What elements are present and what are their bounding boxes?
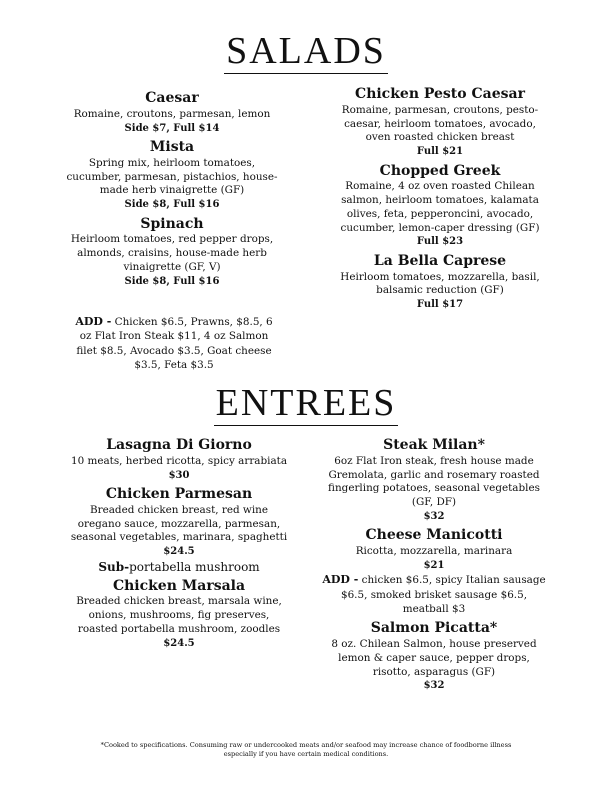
item-name: Caesar xyxy=(145,90,199,106)
item-price: Full $23 xyxy=(416,236,464,248)
addons-text: chicken $6.5, spicy Italian sausage $6.5, smoked brisket sausage $6.5, meatball $3 xyxy=(340,574,546,615)
item-description: Romaine, parmesan, croutons, pesto-caesar, heirloom tomatoes, avocado, oven roasted chicken breast xyxy=(341,103,539,144)
item-description: 8 oz. Chilean Salmon, house preserved lemon & caper sauce, pepper drops, risotto, asparagus (GF) xyxy=(331,638,537,678)
item-price: Full $21 xyxy=(416,146,464,157)
item-description: Heirloom tomatoes, mozzarella, basil, balsamic reduction (GF) xyxy=(340,270,540,297)
item-name: Chicken Pesto Caesar xyxy=(355,86,525,102)
menu-item xyxy=(64,90,280,135)
substitution-note xyxy=(68,560,290,574)
entrees-left-column xyxy=(68,437,290,654)
menu-item xyxy=(330,163,550,249)
item-description: Breaded chicken breast, red wine oregano sauce, mozzarella, parmesan, seasonal vegetables, marinara, spaghetti xyxy=(70,503,288,544)
menu-item xyxy=(318,620,550,693)
item-name: Steak Milan* xyxy=(383,437,485,453)
entrees-heading: ENTREES xyxy=(215,382,397,424)
salads-left-column xyxy=(64,90,280,292)
item-name: Mista xyxy=(149,139,195,156)
menu-item xyxy=(330,86,550,159)
disclaimer-line-2: especially if you have certain medical conditions. xyxy=(223,750,389,759)
item-name: Chicken Marsala xyxy=(112,577,246,594)
menu-item xyxy=(330,253,550,312)
item-description: Breaded chicken breast, marsala wine, onions, mushrooms, fig preserves, roasted portabella mushroom, zoodles xyxy=(76,595,282,635)
addons-label: ADD - xyxy=(75,315,112,328)
item-name: Lasagna Di Giorno xyxy=(106,437,252,453)
item-description: Romaine, 4 oz oven roasted Chilean salmon, heirloom tomatoes, kalamata olives, feta, pepperoncini, avocado, cucumber, lemon-caper dressing (GF) xyxy=(340,180,540,234)
item-price: $32 xyxy=(423,510,445,522)
item-name: Chopped Greek xyxy=(379,162,501,179)
addons-text: Chicken $6.5, Prawns, $8.5, 6 oz Flat Iron Steak $11, 4 oz Salmon filet $8.5, Avocado $3.5, Goat cheese $3.5, Feta $3.5 xyxy=(76,316,273,372)
addons-label: ADD - xyxy=(322,573,359,587)
menu-item xyxy=(64,216,280,289)
item-name: Cheese Manicotti xyxy=(365,527,503,544)
menu-item xyxy=(318,527,550,616)
menu-item xyxy=(318,437,550,523)
item-description: Heirloom tomatoes, red pepper drops, almonds, craisins, house-made herb vinaigrette (GF, V) xyxy=(70,233,274,273)
disclaimer-footer xyxy=(60,741,552,759)
item-price: Full $17 xyxy=(416,299,464,310)
item-name: La Bella Caprese xyxy=(373,252,507,269)
item-name: Spinach xyxy=(140,215,204,232)
salads-heading: SALADS xyxy=(226,30,386,72)
salads-right-column xyxy=(330,86,550,316)
menu-item xyxy=(64,139,280,212)
item-description: Spring mix, heirloom tomatoes, cucumber, parmesan, pistachios, house-made herb vinaigrette (GF) xyxy=(66,156,278,197)
entrees-right-column xyxy=(318,437,550,697)
disclaimer-line-1: *Cooked to specifications. Consuming raw or undercooked meats and/or seafood may increase chance of foodborne illness xyxy=(100,741,512,749)
item-price: $24.5 xyxy=(163,546,195,558)
item-description: 6oz Flat Iron steak, fresh house made Gremolata, garlic and rosemary roasted fingerling potatoes, seasonal vegetables (GF, DF) xyxy=(328,454,540,508)
item-description: Romaine, croutons, parmesan, lemon xyxy=(73,107,271,120)
item-name: Salmon Picatta* xyxy=(370,620,498,637)
menu-item xyxy=(68,578,290,651)
item-price: $24.5 xyxy=(163,637,195,649)
sub-text: portabella mushroom xyxy=(129,559,260,574)
item-price: Side $7, Full $14 xyxy=(124,122,220,134)
item-price: $30 xyxy=(168,469,190,481)
item-description: Ricotta, mozzarella, marinara xyxy=(355,545,513,558)
item-name: Chicken Parmesan xyxy=(105,486,253,503)
item-price: $21 xyxy=(423,559,445,571)
entrees-addons xyxy=(318,572,550,616)
menu-item xyxy=(68,437,290,482)
item-price: Side $8, Full $16 xyxy=(124,199,220,211)
item-price: $32 xyxy=(423,680,445,692)
sub-label: Sub- xyxy=(98,559,130,574)
salads-addons xyxy=(68,314,280,372)
item-price: Side $8, Full $16 xyxy=(124,275,220,287)
menu-item xyxy=(68,486,290,574)
item-description: 10 meats, herbed ricotta, spicy arrabiata xyxy=(70,454,288,467)
